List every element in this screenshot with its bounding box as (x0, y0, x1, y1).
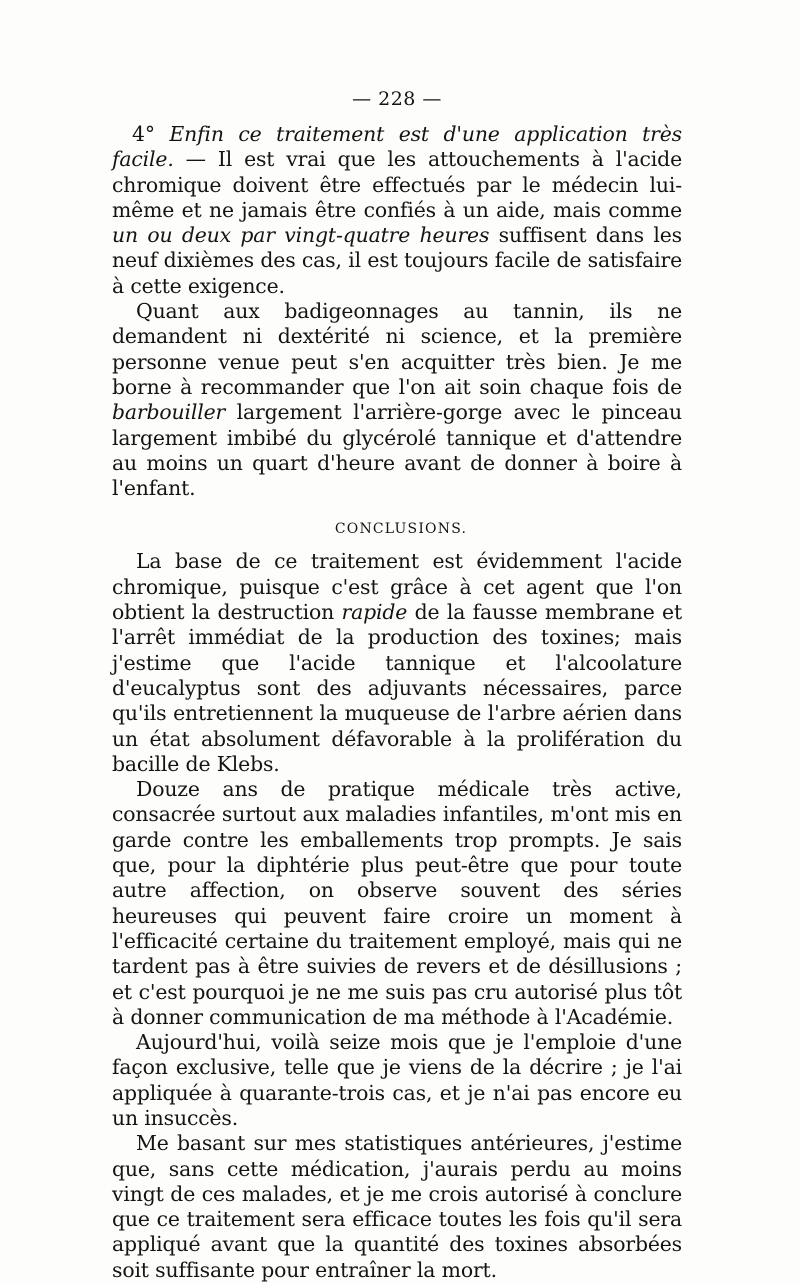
item-heading: Enfin ce traitement est d'une application très facile. (112, 122, 682, 172)
page-number: — 228 — (352, 88, 442, 110)
section-heading-conclusions: CONCLUSIONS. (334, 521, 468, 538)
item-number: 4° (132, 122, 155, 146)
italic-word: rapide (341, 600, 408, 625)
paragraph-conclusion-4: Me basant sur mes statistiques antérieures, j'estime que, sans cette médication, j'aurais perdu au moins vingt de ces malades, et je me crois autorisé à conclure que ce traitement sera efficace toutes les fois qu'il sera appliqué avant que la quantité des toxines absorbées soit suffisante pour entraîner la mort. (112, 1131, 682, 1282)
italic-word: barbouiller (112, 400, 226, 425)
paragraph-conclusion-1: La base de ce traitement est évidemment l'acide chromique, puisque c'est grâce à cet agent que l'on obtient la destruction rapide de la fausse membrane et l'arrêt immédiat de la production des toxines; mais j'estime que l'acide tannique et l'alcoolature d'eucalyptus sont des adjuvants nécessaires, parce qu'ils entretiennent la muqueuse de l'arbre aérien dans un état absolument défavorable à la prolifération du bacille de Klebs. (112, 549, 682, 776)
paragraph-item-4: 4° Enfin ce traitement est d'une application très facile. — Il est vrai que les attouchements à l'acide chromique doivent être effectués par le médecin lui-même et ne jamais être confiés à un aide, mais comme un ou deux par vingt-quatre heures suffisent dans les neuf dixièmes des cas, il est toujours facile de satisfaire à cette exigence. (112, 122, 682, 298)
paragraph-tannin: Quant aux badigeonnages au tannin, ils ne demandent ni dextérité ni science, et la première personne venue peut s'en acquitter très bien. Je me borne à recommander que l'on ait soin chaque fois de barbouiller largement l'arrière-gorge avec le pinceau largement imbibé du glycérolé tannique et d'attendre au moins un quart d'heure avant de donner à boire à l'enfant. (112, 299, 682, 501)
paragraph-conclusion-3: Aujourd'hui, voilà seize mois que je l'emploie d'une façon exclusive, telle que je viens de la décrire ; je l'ai appliquée à quarante-trois cas, et je n'ai pas encore eu un insuccès. (112, 1030, 682, 1130)
book-page (112, 88, 682, 1283)
paragraph-conclusion-2: Douze ans de pratique médicale très active, consacrée surtout aux maladies infantiles, m'ont mis en garde contre les emballements trop prompts. Je sais que, pour la diphtérie plus peut-être que pour toute autre affection, on observe souvent des séries heureuses qui peuvent faire croire un moment à l'efficacité certaine du traitement employé, mais qui ne tardent pas à être suivies de revers et de désillusions ; et c'est pourquoi je ne me suis pas cru autorisé plus tôt à donner communication de ma méthode à l'Académie. (112, 777, 682, 1029)
italic-phrase: un ou deux par vingt-quatre heures (112, 223, 490, 248)
